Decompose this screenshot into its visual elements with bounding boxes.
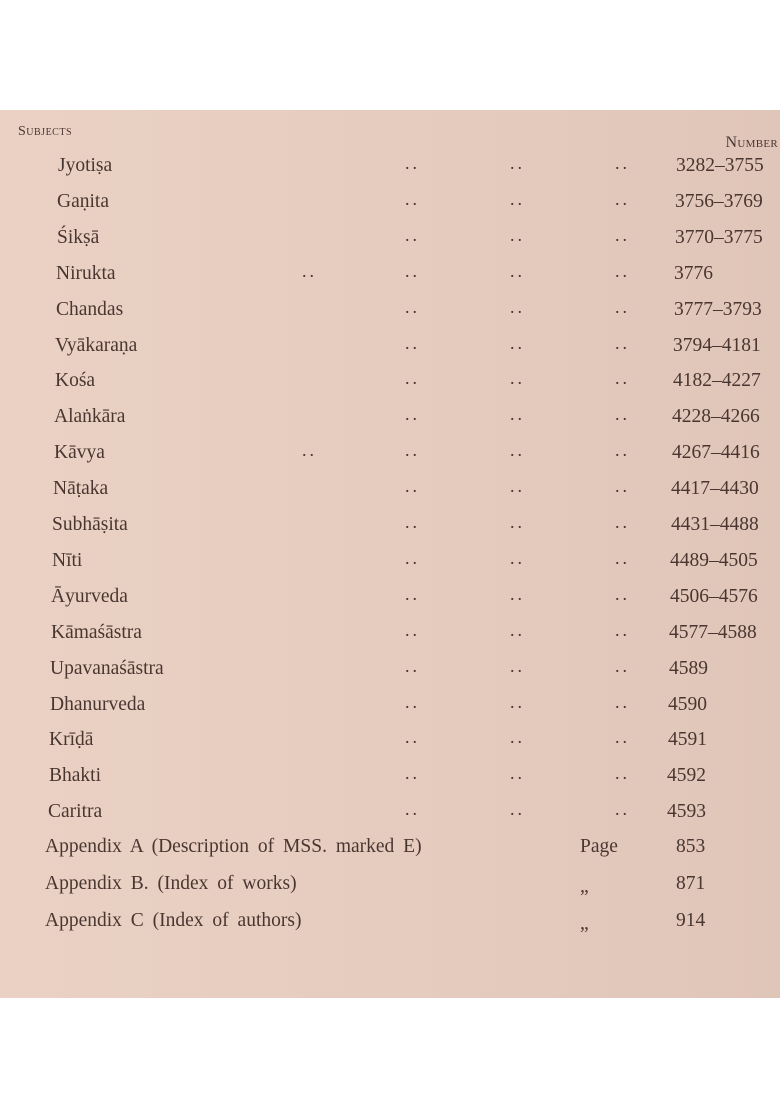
leader-dots: .. [405, 260, 420, 281]
leader-dots: .. [615, 188, 630, 209]
leader-dots: .. [405, 583, 420, 604]
subject-name: Nāṭaka [53, 478, 109, 500]
leader-dots: .. [615, 260, 630, 281]
leader-dots: .. [510, 260, 525, 281]
entry-number: 4577–4588 [669, 621, 757, 643]
leader-dots: .. [615, 440, 630, 461]
appendix-page-label: „ [580, 876, 589, 897]
leader-dots: .. [615, 224, 630, 245]
entry-number: 4590 [668, 693, 707, 715]
leader-dots: .. [615, 476, 630, 497]
leader-dots: .. [405, 655, 420, 676]
subject-name: Upavanaśāstra [50, 657, 164, 679]
subject-name: Subhāṣita [52, 514, 128, 535]
leader-dots: .. [615, 404, 630, 425]
leader-dots: .. [615, 296, 630, 317]
leader-dots: .. [615, 691, 630, 712]
leader-dots: .. [405, 512, 420, 532]
leader-dots: .. [510, 727, 525, 748]
subject-name: Gaṇita [57, 190, 109, 212]
subject-name: Alaṅkāra [54, 406, 126, 428]
entry-number: 4506–4576 [670, 585, 758, 607]
leader-dots: .. [405, 799, 420, 820]
entry-number: 4589 [669, 657, 708, 679]
subject-name: Kāmaśāstra [51, 621, 142, 643]
subject-row [0, 583, 780, 616]
entry-number: 4228–4266 [672, 406, 760, 428]
leader-dots: .. [615, 583, 630, 604]
leader-dots: .. [405, 619, 420, 640]
entry-number: 4592 [667, 765, 706, 787]
entry-number: 4417–4430 [671, 478, 759, 500]
leader-dots: .. [405, 188, 420, 209]
leader-dots: .. [405, 224, 420, 245]
subject-name: Nīti [52, 549, 83, 571]
leader-dots: .. [510, 404, 525, 425]
subject-row [0, 691, 780, 724]
leader-dots: .. [405, 368, 420, 389]
leader-dots: .. [510, 440, 525, 461]
entry-number: 3756–3769 [675, 190, 763, 212]
subject-row [0, 224, 780, 257]
leader-dots: .. [405, 547, 420, 568]
entry-number: 3770–3775 [675, 226, 763, 248]
leader-dots: .. [405, 727, 420, 748]
subject-name: Jyotiṣa [58, 155, 113, 176]
leader-dots: .. [510, 691, 525, 712]
leader-dots: .. [510, 153, 525, 173]
appendix-page-label: „ [580, 913, 589, 934]
appendix-label: Appendix B. (Index of works) [45, 873, 297, 894]
leader-dots: .. [615, 368, 630, 389]
leader-dots: .. [510, 512, 525, 532]
leader-dots: .. [405, 332, 420, 353]
subject-row [0, 155, 780, 185]
leader-dots: .. [510, 583, 525, 604]
leader-dots: .. [405, 440, 420, 461]
leader-dots: .. [615, 799, 630, 820]
appendix-page-number: 853 [676, 836, 706, 857]
leader-dots: .. [510, 619, 525, 640]
leader-dots: .. [510, 655, 525, 676]
leader-dots: .. [615, 547, 630, 568]
appendix-label: Appendix A (Description of MSS. marked E) [45, 836, 422, 857]
subject-name: Āyurveda [51, 585, 128, 607]
leader-dots: .. [510, 368, 525, 389]
entry-number: 3794–4181 [673, 334, 761, 356]
subject-row [0, 655, 780, 688]
leader-dots: .. [615, 512, 630, 532]
subject-row [0, 406, 780, 436]
leader-dots: .. [615, 655, 630, 676]
leader-dots: .. [405, 296, 420, 317]
leader-dots: .. [510, 763, 525, 784]
subject-name: Dhanurveda [50, 693, 146, 715]
leader-dots: .. [510, 296, 525, 317]
entry-number: 4431–4488 [671, 514, 759, 535]
leader-dots: .. [302, 440, 317, 461]
leader-dots: .. [405, 404, 420, 425]
entry-number: 4267–4416 [672, 442, 760, 464]
appendix-page-number: 871 [676, 873, 706, 894]
leader-dots: .. [405, 763, 420, 784]
entry-number: 4591 [668, 729, 707, 751]
entry-number: 3777–3793 [674, 298, 762, 320]
leader-dots: .. [405, 476, 420, 497]
subjects-header: Subjects [18, 124, 73, 139]
leader-dots: .. [405, 691, 420, 712]
entry-number: 3776 [674, 262, 713, 284]
subject-name: Krīḍā [49, 729, 94, 751]
subject-row [0, 188, 780, 221]
subject-row [0, 296, 780, 329]
subject-row [0, 514, 780, 544]
subject-row [0, 547, 780, 580]
leader-dots: .. [510, 332, 525, 353]
subject-row [0, 370, 780, 400]
subject-name: Kāvya [54, 442, 105, 464]
subject-name: Chandas [56, 298, 124, 320]
subject-name: Bhakti [49, 765, 101, 787]
number-header: Number [725, 134, 778, 151]
subject-row [0, 801, 780, 831]
leader-dots: .. [615, 619, 630, 640]
appendix-page-label: Page [580, 836, 618, 857]
entry-number: 4593 [667, 801, 706, 823]
subject-row [0, 729, 780, 759]
subject-name: Vyākaraṇa [55, 334, 138, 356]
subject-row [0, 478, 780, 508]
appendix-label: Appendix C (Index of authors) [45, 910, 302, 931]
leader-dots: .. [302, 260, 317, 281]
leader-dots: .. [615, 763, 630, 784]
subject-row [0, 619, 780, 652]
appendix-page-number: 914 [676, 910, 706, 931]
subject-row [0, 332, 780, 365]
leader-dots: .. [615, 153, 630, 173]
leader-dots: .. [510, 547, 525, 568]
leader-dots: .. [615, 332, 630, 353]
subject-name: Caritra [48, 801, 103, 823]
subject-row [0, 765, 780, 795]
subject-name: Śikṣā [57, 226, 100, 248]
leader-dots: .. [510, 476, 525, 497]
entry-number: 3282–3755 [676, 155, 764, 176]
leader-dots: .. [510, 188, 525, 209]
subject-row [0, 260, 780, 293]
leader-dots: .. [615, 727, 630, 748]
subject-row [0, 442, 780, 472]
leader-dots: .. [405, 153, 420, 173]
leader-dots: .. [510, 224, 525, 245]
entry-number: 4182–4227 [673, 370, 761, 392]
leader-dots: .. [510, 799, 525, 820]
subject-name: Nirukta [56, 262, 116, 284]
entry-number: 4489–4505 [670, 549, 758, 571]
subject-name: Kośa [55, 370, 96, 392]
